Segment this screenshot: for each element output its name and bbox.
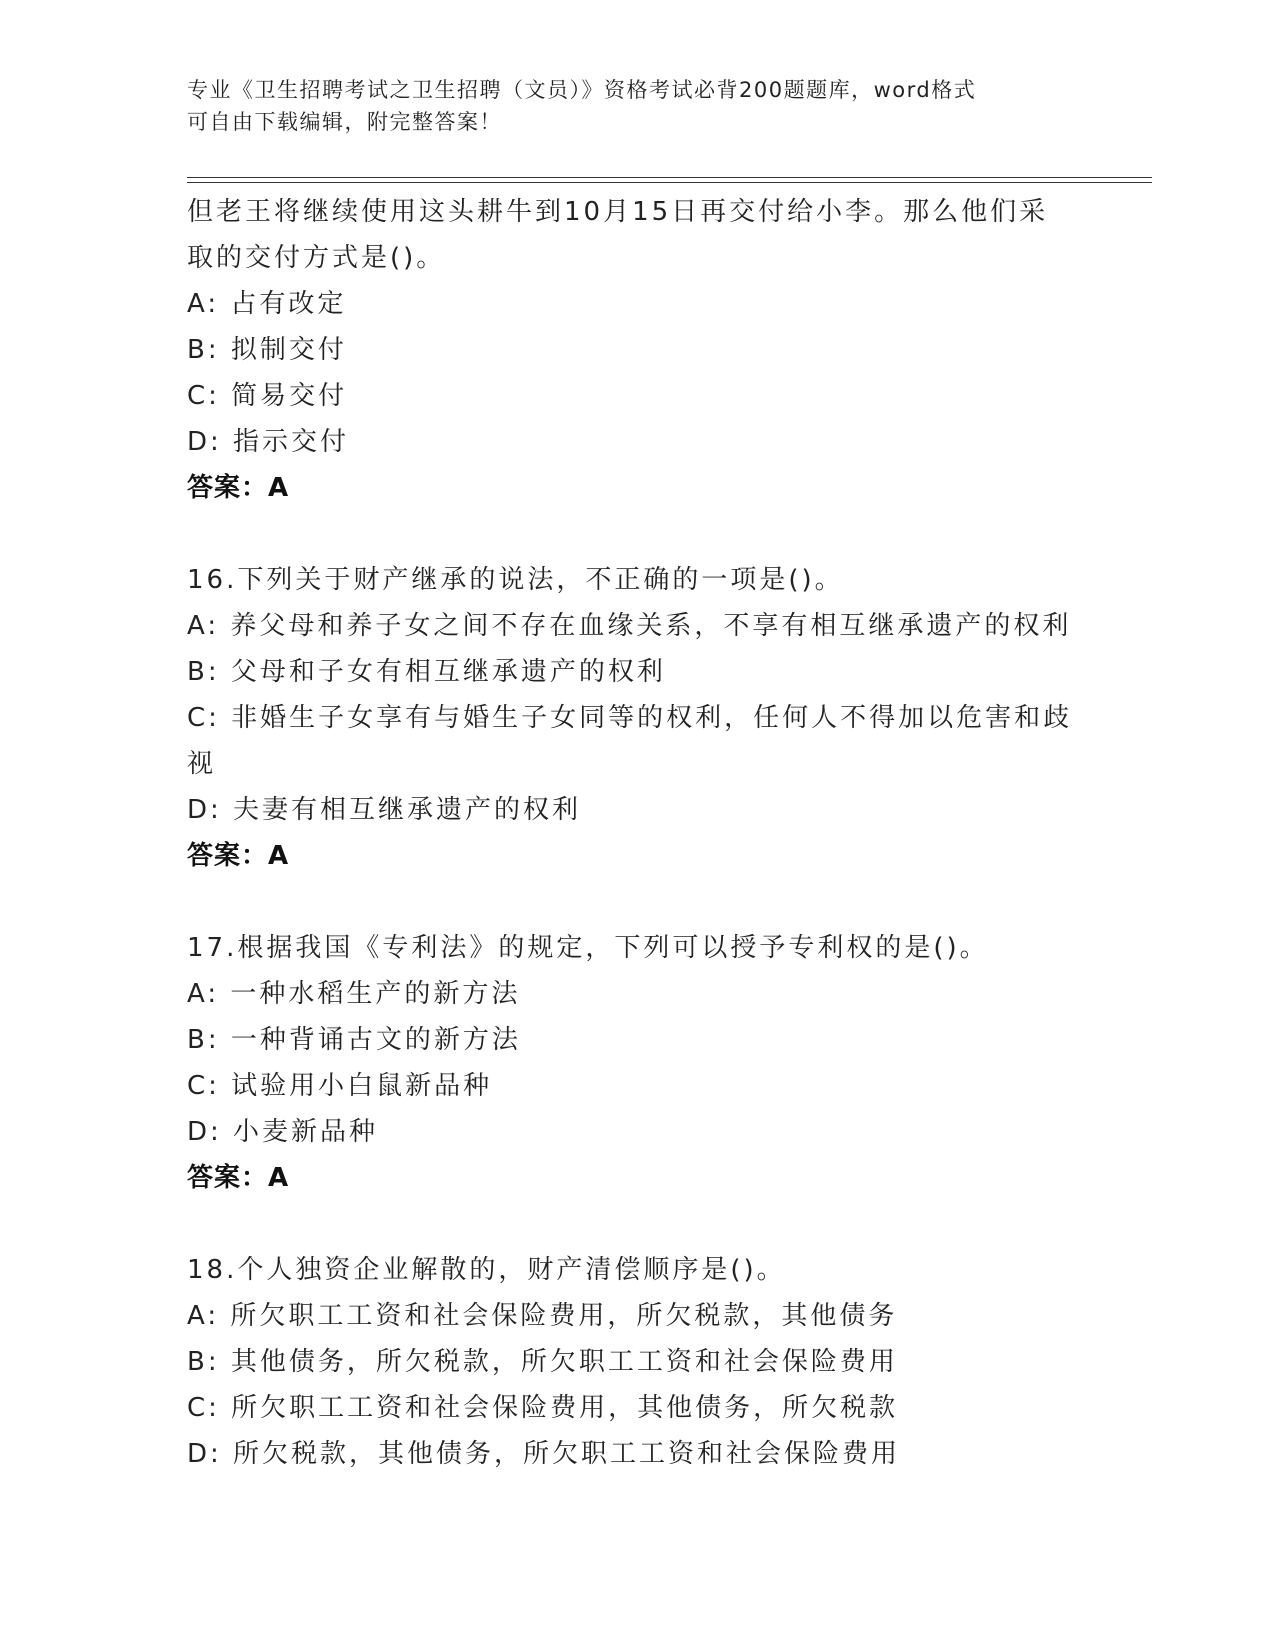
question-16: [187, 557, 1087, 879]
question-list: [187, 189, 1087, 1477]
option-d: D: 夫妻有相互继承遗产的权利: [187, 795, 582, 825]
answer-label: 答案：A: [187, 841, 290, 871]
option-b: B: 其他债务，所欠税款，所欠职工工资和社会保险费用: [187, 1347, 898, 1377]
answer-label: 答案：A: [187, 1163, 290, 1193]
question-text: 16.下列关于财产继承的说法，不正确的一项是()。: [187, 565, 844, 595]
question-text: 18.个人独资企业解散的，财产清偿顺序是()。: [187, 1255, 786, 1285]
option-a: A: 养父母和养子女之间不存在血缘关系，不享有相互继承遗产的权利: [187, 611, 1072, 641]
option-c: C: 简易交付: [187, 381, 348, 411]
option-d: D: 所欠税款，其他债务，所欠职工工资和社会保险费用: [187, 1439, 901, 1469]
page-header: [187, 74, 1067, 138]
option-a: A: 占有改定: [187, 289, 347, 319]
option-b: B: 一种背诵古文的新方法: [187, 1025, 521, 1055]
header-line-2: 可自由下载编辑，附完整答案！: [187, 110, 502, 134]
option-b: B: 拟制交付: [187, 335, 347, 365]
option-c: C: 试验用小白鼠新品种: [187, 1071, 493, 1101]
option-d: D: 指示交付: [187, 427, 350, 457]
spacer: [187, 1201, 1087, 1247]
option-a: A: 所欠职工工资和社会保险费用，所欠税款，其他债务: [187, 1301, 898, 1331]
option-c-continued: 视: [187, 749, 217, 779]
header-line-1: 专业《卫生招聘考试之卫生招聘（文员）》资格考试必背200题题库，word格式: [187, 78, 977, 102]
option-b: B: 父母和子女有相互继承遗产的权利: [187, 657, 666, 687]
question-18: [187, 1247, 1087, 1477]
question-text-line: 但老王将继续使用这头耕牛到10月15日再交付给小李。那么他们采: [187, 197, 1049, 227]
header-rule-bottom: [187, 182, 1152, 183]
spacer: [187, 879, 1087, 925]
option-c: C: 所欠职工工资和社会保险费用，其他债务，所欠税款: [187, 1393, 899, 1423]
question-17: [187, 925, 1087, 1201]
question-text: 17.根据我国《专利法》的规定，下列可以授予专利权的是()。: [187, 933, 989, 963]
question-15: [187, 189, 1087, 511]
spacer: [187, 511, 1087, 557]
option-c: C: 非婚生子女享有与婚生子女同等的权利，任何人不得加以危害和歧: [187, 703, 1073, 733]
header-rule-top: [187, 177, 1152, 178]
option-a: A: 一种水稻生产的新方法: [187, 979, 521, 1009]
option-d: D: 小麦新品种: [187, 1117, 379, 1147]
answer-label: 答案：A: [187, 473, 290, 503]
question-text-line: 取的交付方式是()。: [187, 243, 446, 273]
